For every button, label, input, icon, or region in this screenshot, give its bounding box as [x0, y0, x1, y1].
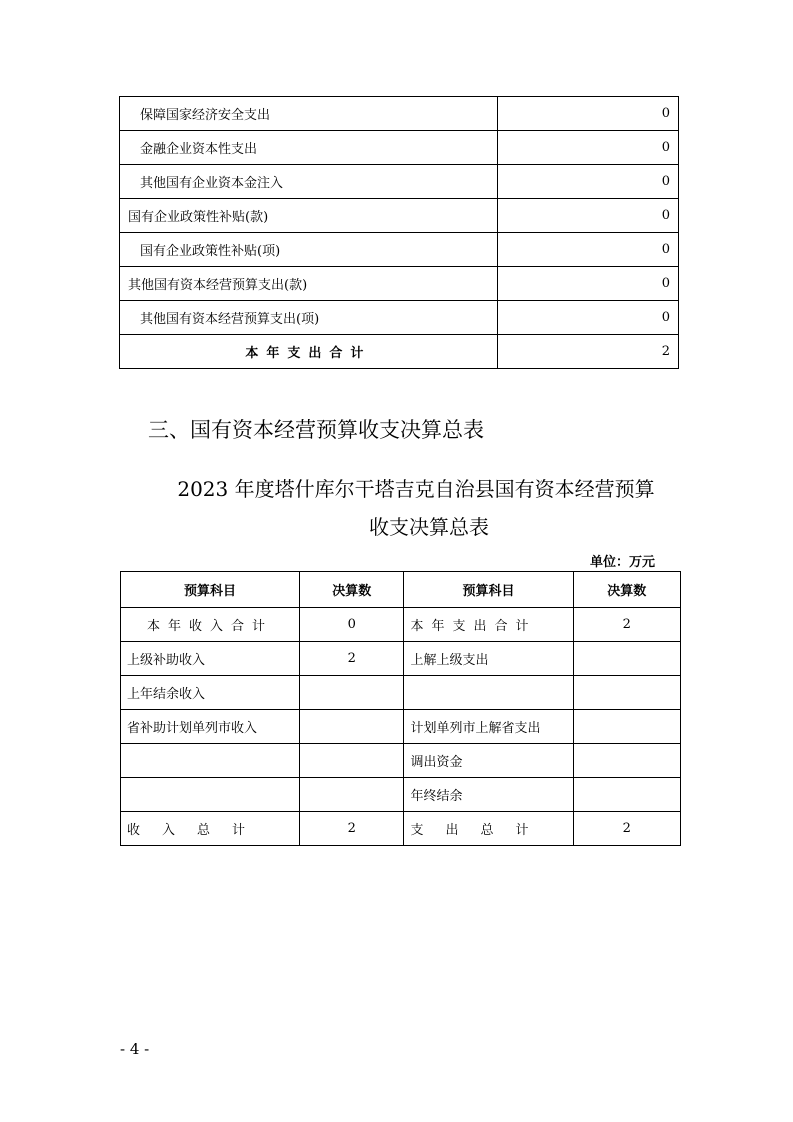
cell: 年终结余 [404, 778, 573, 812]
cell: 省补助计划单列市收入 [121, 710, 300, 744]
table-title-line1: 2023 年度塔什库尔干塔吉克自治县国有资本经营预算 [177, 477, 655, 501]
cell: 调出资金 [404, 744, 573, 778]
cell [573, 744, 680, 778]
cell: 2 [300, 812, 404, 846]
cell: 上解上级支出 [404, 642, 573, 676]
row-label: 国有企业政策性补贴(款) [120, 199, 498, 233]
cell [573, 676, 680, 710]
table-row [121, 778, 681, 812]
header-cell: 决算数 [573, 572, 680, 608]
row-value: 0 [497, 233, 678, 267]
table-row [120, 97, 679, 131]
row-label: 其他国有资本经营预算支出(款) [120, 267, 498, 301]
cell [573, 710, 680, 744]
cell: 上年结余收入 [121, 676, 300, 710]
table-row [120, 233, 679, 267]
row-value: 0 [497, 165, 678, 199]
header-cell: 预算科目 [404, 572, 573, 608]
row-value: 0 [497, 267, 678, 301]
row-value: 0 [497, 199, 678, 233]
cell: 本年支出合计 [404, 608, 573, 642]
unit-label: 单位：万元 [590, 555, 656, 570]
cell: 2 [300, 642, 404, 676]
cell: 支出总计 [404, 812, 573, 846]
row-value: 0 [497, 301, 678, 335]
cell: 上级补助收入 [121, 642, 300, 676]
cell [404, 676, 573, 710]
row-label: 金融企业资本性支出 [120, 131, 498, 165]
cell: 收入总计 [121, 812, 300, 846]
table-row [121, 744, 681, 778]
row-label: 国有企业政策性补贴(项) [120, 233, 498, 267]
cell: 本年收入合计 [121, 608, 300, 642]
cell: 2 [573, 608, 680, 642]
expenditure-detail-table [119, 96, 679, 369]
total-row [120, 335, 679, 369]
page-number: - 4 - [120, 1040, 150, 1058]
table-row [120, 199, 679, 233]
header-row [121, 572, 681, 608]
table-row [121, 676, 681, 710]
cell: 2 [573, 812, 680, 846]
cell [300, 744, 404, 778]
section-heading: 三、国有资本经营预算收支决算总表 [148, 418, 484, 442]
total-row [121, 812, 681, 846]
cell: 0 [300, 608, 404, 642]
row-value: 0 [497, 131, 678, 165]
table-row [121, 642, 681, 676]
row-label: 其他国有资本经营预算支出(项) [120, 301, 498, 335]
table-row [121, 710, 681, 744]
row-label: 其他国有企业资本金注入 [120, 165, 498, 199]
row-value: 0 [497, 97, 678, 131]
header-cell: 预算科目 [121, 572, 300, 608]
cell [573, 778, 680, 812]
cell [300, 778, 404, 812]
table-title [140, 470, 680, 546]
table-row [120, 165, 679, 199]
budget-summary-table [120, 571, 681, 846]
cell [573, 642, 680, 676]
table-row [120, 131, 679, 165]
header-cell: 决算数 [300, 572, 404, 608]
total-value: 2 [497, 335, 678, 369]
total-label: 本年支出合计 [120, 335, 498, 369]
row-label: 保障国家经济安全支出 [120, 97, 498, 131]
table-title-line2: 收支决算总表 [369, 515, 489, 539]
table-row [120, 301, 679, 335]
cell [121, 744, 300, 778]
cell [300, 710, 404, 744]
table-row [120, 267, 679, 301]
cell [121, 778, 300, 812]
cell: 计划单列市上解省支出 [404, 710, 573, 744]
table-row [121, 608, 681, 642]
cell [300, 676, 404, 710]
